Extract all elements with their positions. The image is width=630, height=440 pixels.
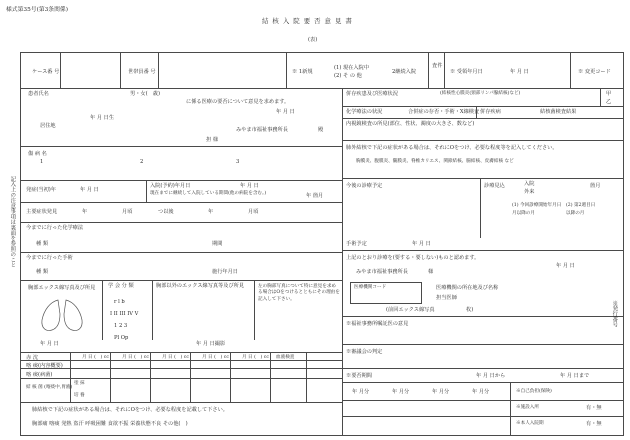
form-number: 様式第35号(第3条関係) (6, 7, 68, 13)
right-edge-label: ※発行番号 (611, 300, 618, 327)
form-title: 結 核 入 院 要 否 意 見 書 (262, 17, 353, 25)
bottom-note: 肺結核で下記の症状がある場合は、それにOをつけ、必要な程度を記載して下さい。 (32, 407, 228, 413)
lung-diagram (34, 296, 90, 336)
treatment-period-3: 月以降の月 (512, 211, 535, 216)
needs-note: 肺外結核で下記の症状がある場合は、それにOをつけ、必要な程度等を記入してください。 (346, 145, 558, 151)
left-note: 左の胸部写真について特に意見を求める場合はOをつけるとともにその理由を記入して下さい。 (258, 284, 340, 302)
hosp-note: 現在までに継続して入院している期間(他の病院を含む。) (150, 191, 267, 196)
lung-date: 年 月 日 (40, 341, 59, 347)
yes-no-1: 有・無 (586, 405, 602, 411)
in-months: 箇月 (590, 183, 601, 189)
yes-no-2: 有・無 (586, 421, 602, 427)
mark-a: 甲 (606, 91, 612, 97)
status-option-1: (1) 現在入院中 (334, 65, 369, 71)
drug-label: 種 類 (36, 241, 49, 247)
entrance-text: 上記のとおり診療を(要する・要しない)ものと認めます。 (346, 255, 480, 261)
hosp-date: 年 月 日 (240, 183, 259, 189)
main-exam-label: 主要症状発見 (26, 209, 58, 215)
institution-box-label: 医療機関コード (354, 285, 387, 290)
onset-label: 発症(当初)年 (26, 187, 56, 193)
hosp-period: 年 箇月 (306, 193, 324, 199)
grid-month-4: 月 日 ( ) cc (202, 355, 229, 360)
new-mark: ※ 1新規 (292, 69, 313, 75)
request-text: に係る医療の要否について意見を求めます。 (186, 99, 290, 105)
tb-exam: 結核菌検査結果 (540, 109, 577, 115)
diag-date: 併存疾病 (480, 109, 501, 115)
doctor2: 担当医師 (436, 295, 457, 301)
complication-label: 併存疾患及び医療状況 (346, 91, 398, 97)
grid-month-1: 月 日 ( ) cc (82, 355, 109, 360)
institution-label: 医療機関の所在地及び名称 (436, 285, 499, 291)
other-xray-label: 胸部以外のエックス線写真等及び所見 (156, 283, 245, 289)
entrance-date: 年 月 日 (556, 263, 575, 269)
row-label-3: 結 核 菌 (喀痰中,胃液) (26, 385, 73, 390)
record-label: (前回エックス線写真 (386, 307, 435, 313)
treatment-period-2: (2) 第2週目日 (566, 203, 596, 208)
second-app: 2継続入院 (392, 69, 417, 75)
mayor2: みやま市福祉事務所長 (356, 269, 408, 275)
grid-month-5: 月 日 ( ) cc (242, 355, 269, 360)
reply-date-value: 年 月 日 (412, 241, 431, 247)
grid-month-2: 月 日 ( ) cc (122, 355, 149, 360)
ward-label: 査件 (432, 63, 443, 69)
row-label-2: 喀 痰(病菌) (26, 372, 53, 378)
mark-b: 乙 (606, 99, 612, 105)
record-close: 枚) (466, 307, 474, 313)
lung-note: 内視鏡検査の所見(部位、性状、濁度の大きさ、数など) (346, 121, 475, 127)
disease-num-2: 2 (140, 159, 144, 165)
stage-num: 1 2 3 (114, 323, 128, 329)
period-label: 期間 (212, 241, 223, 247)
inpatient-label: 診療見込 (484, 183, 505, 189)
hosp-label: 入院(予約)年月日 (150, 183, 191, 189)
plan-label: 今後の診療予定 (346, 183, 383, 189)
received-date-value: 年 月 日 (510, 69, 529, 75)
disease-num-1: 1 (40, 159, 44, 165)
special-label: ※本人入院期 (516, 421, 544, 426)
header-bottom-line (20, 88, 624, 89)
onset-date: 年 月 日 (80, 187, 99, 193)
reply-date: 手術予定 (346, 241, 367, 247)
mayor2-attn: 様 (428, 269, 434, 275)
doctor-label: 担 様 (206, 137, 219, 143)
month-2: 年 月分 (392, 389, 410, 395)
grid-culture: 培 養 (74, 393, 85, 398)
case-num-label: ケース番 号 (32, 69, 60, 75)
received-date-label: ※ 受領年月日 (450, 69, 483, 75)
side-label: (表) (308, 37, 318, 43)
row-label-1: 喀 痰(内容概要) (26, 363, 63, 369)
status-option-2: (2) そ の 他 (334, 73, 362, 79)
stage-items: r l b (114, 299, 125, 305)
grid-smear: 塗 抹 (74, 381, 85, 386)
grid-month-3: 月 日 ( ) cc (162, 355, 189, 360)
main-exam-year-1: 年 (82, 209, 88, 215)
stage-roman: I II III IV V (110, 311, 139, 317)
month-3: 年 月分 (432, 389, 450, 395)
disease-num-3: 3 (236, 159, 240, 165)
insured-num-label: 世帯員番 号 (128, 69, 156, 75)
treatment-label: 化学療法の状況 (346, 109, 383, 115)
row-label-0: 赤 沈 (26, 355, 39, 361)
disease-label: 傷 病 名 (28, 151, 47, 157)
from-date: 年 月 日から (476, 373, 506, 379)
patient-sex: 男・女( 歳) (130, 91, 160, 97)
apply-period: ※要否期間 (346, 373, 372, 379)
treatment-period-1: (1) 今回診療開始年月日 (512, 203, 562, 208)
bottom-items: 胸部痛 喀痰 発熱 盗汗 呼吸困難 食欲不振 栄養状態不良 その他( ) (32, 421, 188, 427)
month-4: 年 月分 (472, 389, 490, 395)
request-date: 年 月 日 (276, 109, 295, 115)
in-label: 入院 (524, 181, 535, 187)
birth-date: 年 月 日生 (90, 115, 115, 121)
change-code-label: ※ 変更コード (578, 69, 611, 75)
result-label: ※審議会の判定 (346, 349, 383, 355)
address-label: 居住地 (40, 123, 56, 129)
out-label: 外来 (524, 189, 535, 195)
main-exam-month-2: 月頃 (248, 209, 259, 215)
blood-label: 血液検査 (276, 355, 295, 360)
prior-surgery-label: 今までに行った手術 (26, 255, 73, 261)
main-exam-year-2: 年 (208, 209, 214, 215)
prior-chem-label: 今までに行った化学療法 (26, 225, 84, 231)
staging-label: 学 会 分 類 (108, 283, 134, 289)
main-exam-month-1: 月頃 (122, 209, 133, 215)
mayor-address: みやま市福祉事務所長 (236, 127, 288, 133)
main-exam-after: つ以後 (158, 209, 174, 215)
complication-note: (結核性心膜炎(頸部リンパ腺結核)など) (440, 91, 521, 96)
item-list: 胸膜炎、腹膜炎、髄膜炎、脊椎カリエス、関節結核、腸結核、皮膚結核 など (356, 159, 514, 164)
stage-pl: Pl Op (114, 335, 129, 341)
burden-label: ※自己負担(保険) (516, 389, 552, 394)
public-burden: ※施設入所 (516, 405, 539, 410)
to-date: 年 月 日まで (560, 373, 590, 379)
mayor-attn: 殿 (318, 127, 324, 133)
surgery-type-label: 種 類 (36, 269, 49, 275)
ward-opinion: ※福祉事務所嘱託医の意見 (346, 321, 409, 327)
surgery-date-label: 施行年月日 (212, 269, 238, 275)
month-1: 年 月分 (352, 389, 370, 395)
treatment-note: 合併症の存否・手術・X線検査 (408, 109, 480, 115)
left-edge-note: 記入上の注意事項は裏面を参照のこと (9, 176, 16, 268)
xray-label: 胸部エックス線写真及び所見 (28, 285, 96, 291)
treatment-period-4: 以降の月 (566, 211, 585, 216)
patient-name-label: 患者氏名 (28, 91, 49, 97)
photo-date: 年 月 日撮影 (196, 341, 226, 347)
